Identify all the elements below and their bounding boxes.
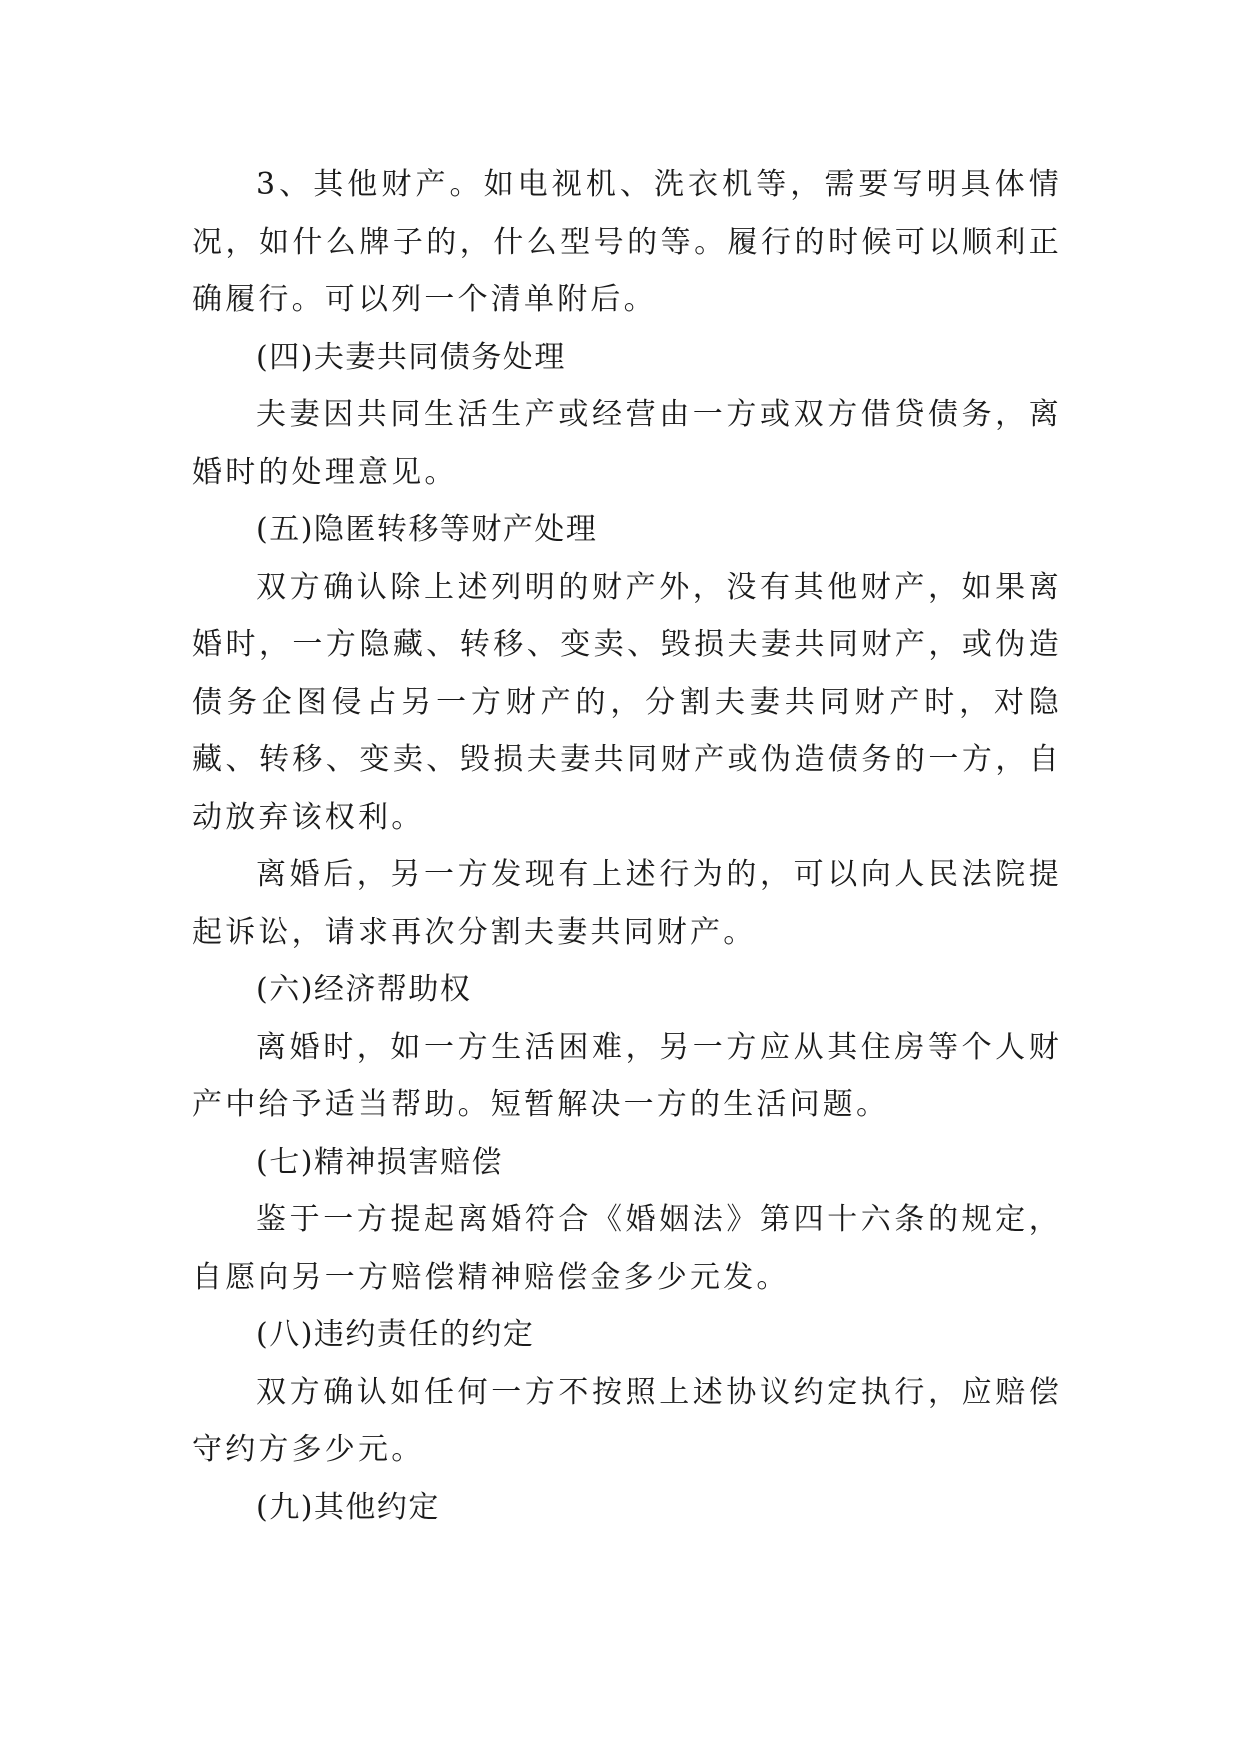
heading-5-hidden-assets: (五)隐匿转移等财产处理 (256, 512, 598, 547)
para-after-divorce: 离婚后，另一方发现有上述行为的，可以向人民法院提起诉讼，请求再次分割夫妻共同财产。 (192, 857, 1062, 950)
para-mental-damage: 鉴于一方提起离婚符合《婚姻法》第四十六条的规定，自愿向另一方赔偿精神赔偿金多少元发。 (192, 1202, 1062, 1295)
para-other-property: 3、其他财产。如电视机、洗衣机等，需要写明具体情况，如什么牌子的，什么型号的等。履行的时候可以顺利正确履行。可以列一个清单附后。 (192, 167, 1062, 317)
document-body (192, 156, 1062, 1536)
heading-9-other: (九)其他约定 (256, 1489, 440, 1525)
para-joint-debt: 夫妻因共同生活生产或经营由一方或双方借贷债务，离婚时的处理意见。 (192, 397, 1062, 490)
para-economic-help: 离婚时，如一方生活困难，另一方应从其住房等个人财产中给予适当帮助。短暂解决一方的生活问题。 (192, 1029, 1062, 1122)
heading-6-economic-help: (六)经济帮助权 (256, 972, 472, 1007)
heading-4-joint-debt: (四)夫妻共同债务处理 (256, 339, 566, 375)
heading-7-mental-damage: (七)精神损害赔偿 (256, 1144, 503, 1180)
para-hidden-assets: 双方确认除上述列明的财产外，没有其他财产，如果离婚时，一方隐藏、转移、变卖、毁损夫妻共同财产，或伪造债务企图侵占另一方财产的，分割夫妻共同财产时，对隐藏、转移、变卖、毁损夫妻共同财产或伪造债务的一方，自动放弃该权利。 (192, 569, 1062, 835)
para-breach: 双方确认如任何一方不按照上述协议约定执行，应赔偿守约方多少元。 (192, 1374, 1062, 1467)
heading-8-breach: (八)违约责任的约定 (256, 1317, 535, 1352)
